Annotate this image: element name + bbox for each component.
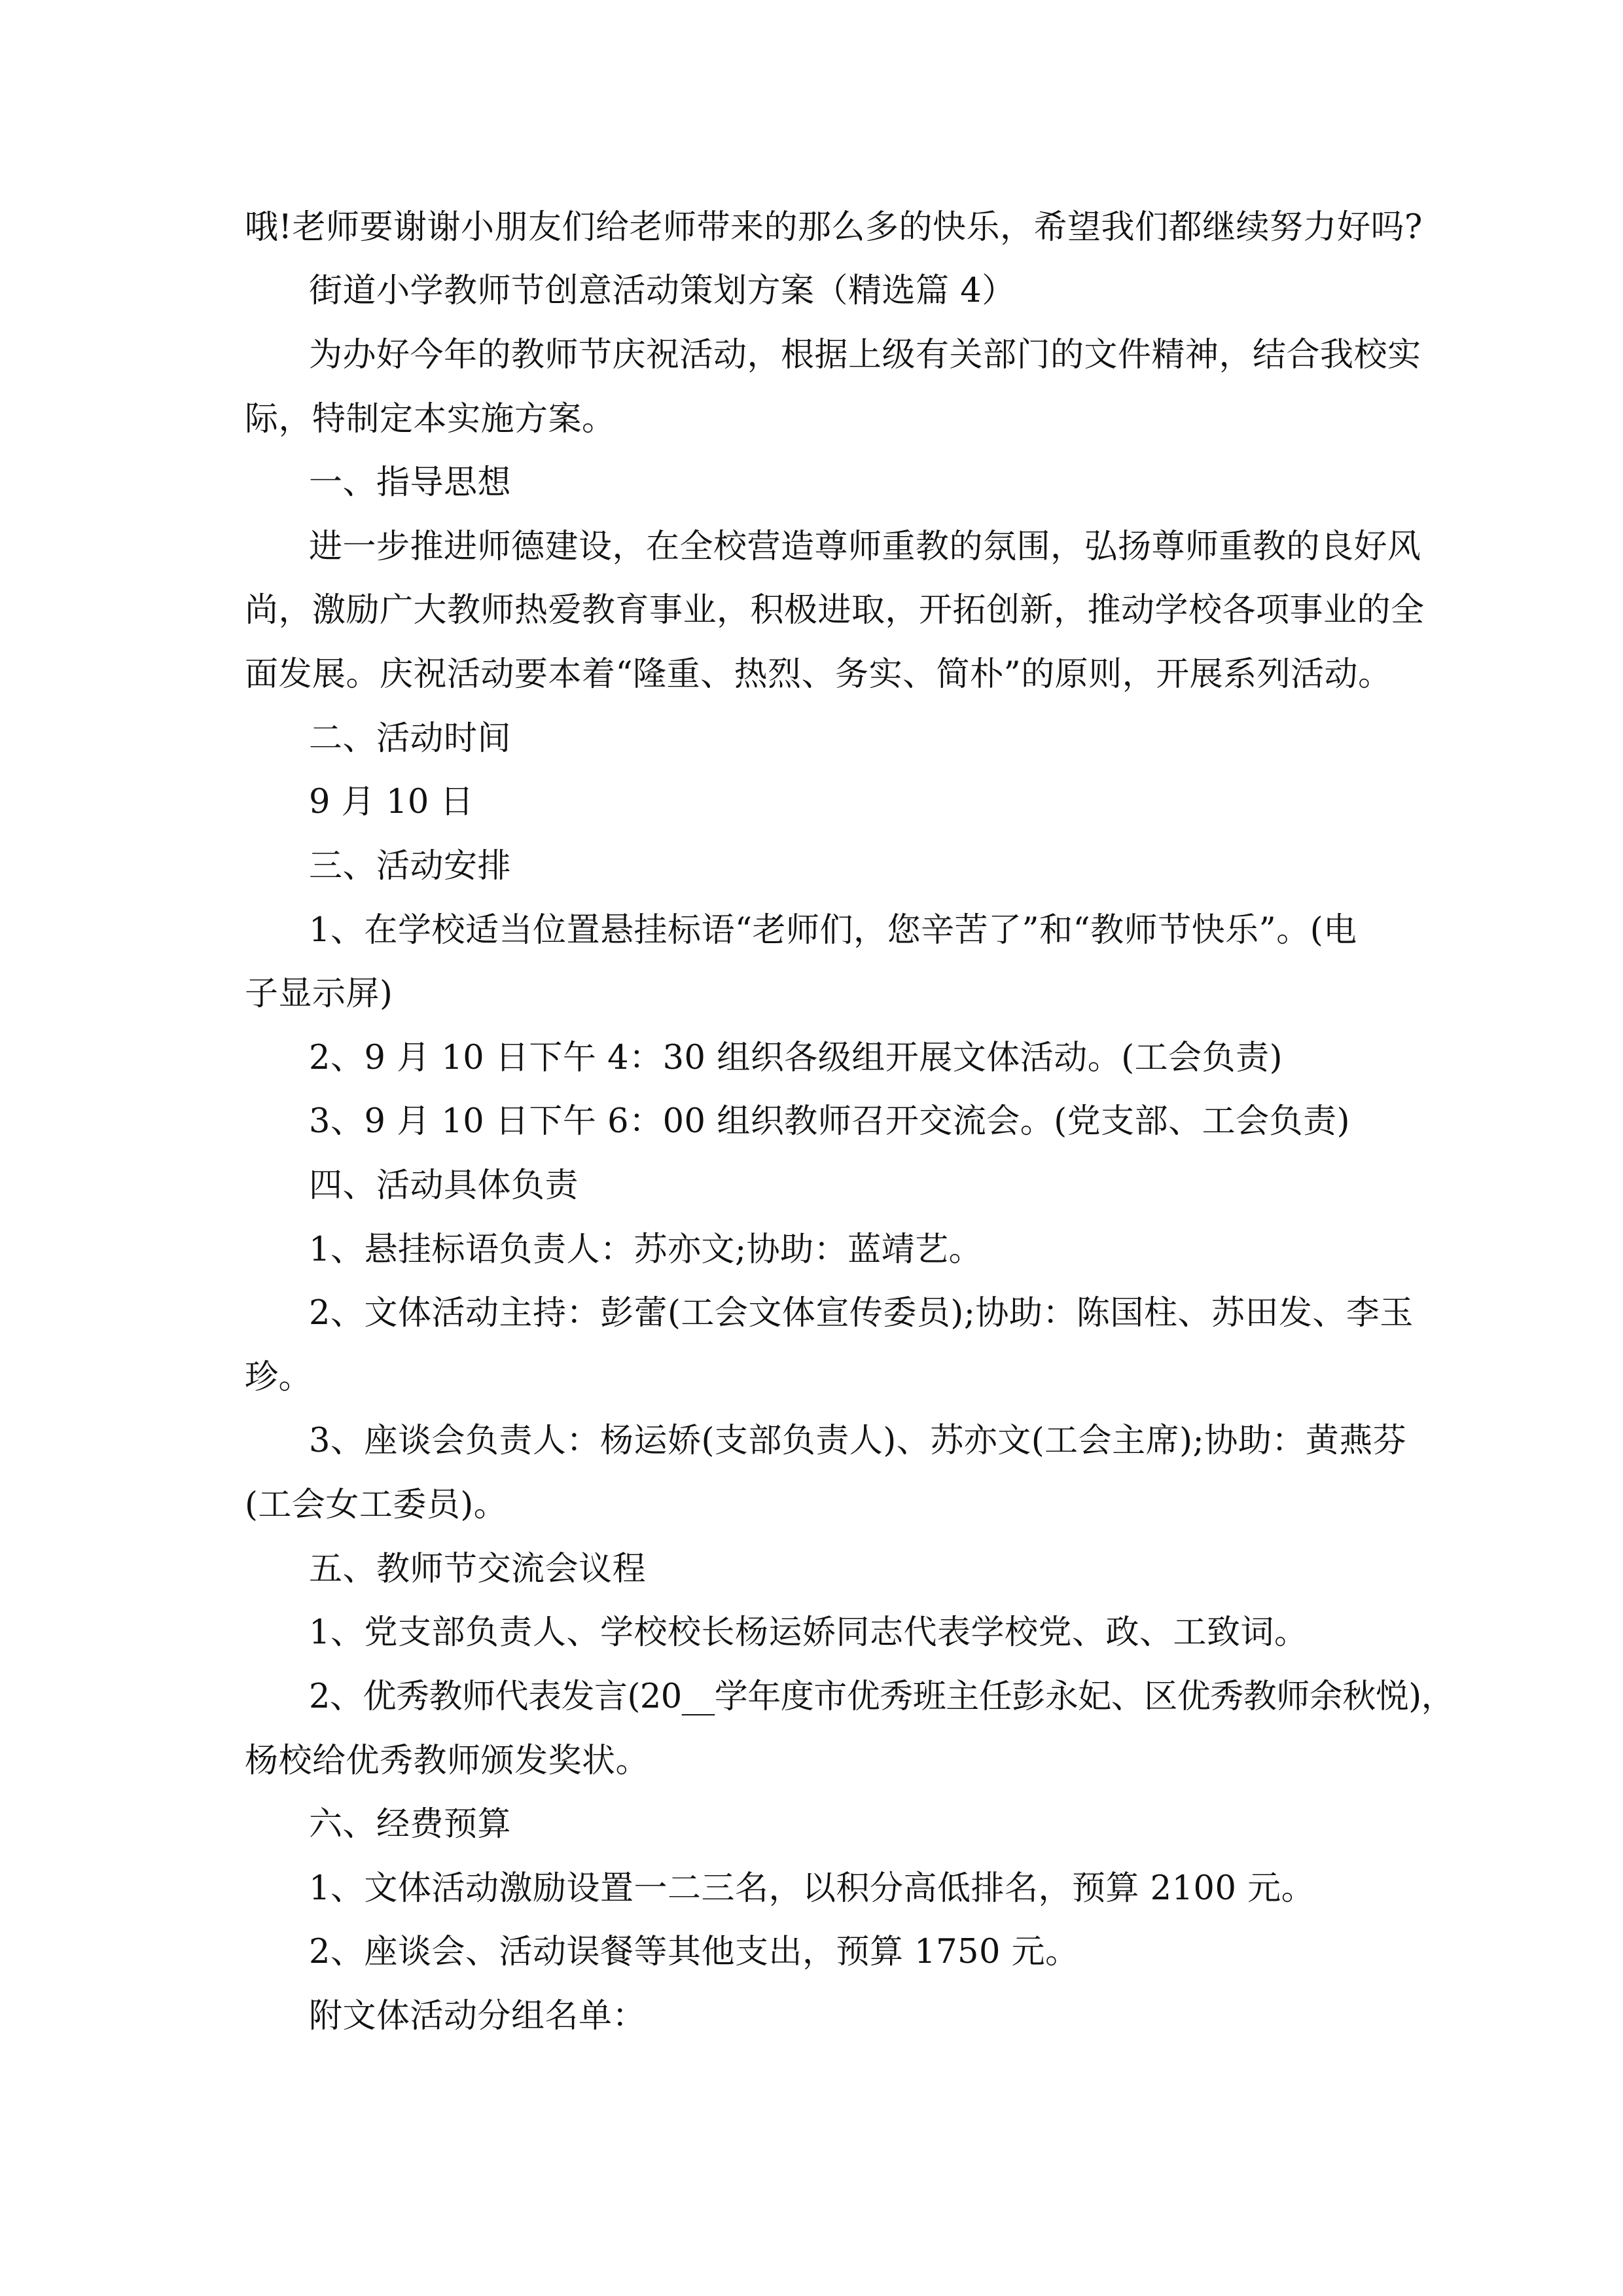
section-heading: 五、教师节交流会议程 — [309, 1550, 647, 1588]
text-line: 1、在学校适当位置悬挂标语“老师们，您辛苦了”和“教师节快乐”。(电 — [309, 911, 1357, 950]
text-line: 3、座谈会负责人：杨运娇(支部负责人)、苏亦文(工会主席);协助：黄燕芬 — [309, 1422, 1407, 1460]
text-line: 哦!老师要谢谢小朋友们给老师带来的那么多的快乐，希望我们都继续努力好吗? — [245, 208, 1423, 247]
text-line: 2、9 月 10 日下午 4：30 组织各级组开展文体活动。(工会负责) — [309, 1039, 1283, 1077]
text-line: 2、优秀教师代表发言(20__学年度市优秀班主任彭永妃、区优秀教师余秋悦)， — [309, 1677, 1455, 1716]
text-line: 9 月 10 日 — [309, 783, 474, 821]
text-line: 珍。 — [245, 1358, 313, 1397]
text-line: 面发展。庆祝活动要本着“隆重、热烈、务实、简朴”的原则，开展系列活动。 — [245, 655, 1392, 694]
text-line: (工会女工委员)。 — [245, 1486, 508, 1524]
text-line: 2、座谈会、活动误餐等其他支出，预算 1750 元。 — [309, 1933, 1079, 1971]
section-heading: 街道小学教师节创意活动策划方案（精选篇 4） — [309, 272, 1016, 310]
section-heading: 二、活动时间 — [309, 719, 512, 758]
text-line: 3、9 月 10 日下午 6：00 组织教师召开交流会。(党支部、工会负责) — [309, 1102, 1350, 1141]
section-heading: 六、经费预算 — [309, 1805, 512, 1844]
text-line: 际，特制定本实施方案。 — [245, 400, 616, 439]
text-line: 为办好今年的教师节庆祝活动，根据上级有关部门的文件精神，结合我校实 — [309, 336, 1421, 374]
text-line: 1、党支部负责人、学校校长杨运娇同志代表学校党、政、工致词。 — [309, 1613, 1308, 1652]
text-line: 附文体活动分组名单： — [309, 1997, 647, 2036]
text-line: 进一步推进师德建设，在全校营造尊师重教的氛围，弘扬尊师重教的良好风 — [309, 528, 1421, 566]
text-line: 子显示屏) — [245, 975, 393, 1013]
text-line: 杨校给优秀教师颁发奖状。 — [245, 1742, 650, 1780]
section-heading: 三、活动安排 — [309, 847, 512, 886]
text-line: 2、文体活动主持：彭蕾(工会文体宣传委员);协助：陈国柱、苏田发、李玉 — [309, 1294, 1414, 1333]
text-line: 1、文体活动激励设置一二三名，以积分高低排名，预算 2100 元。 — [309, 1869, 1315, 1908]
section-heading: 一、指导思想 — [309, 463, 512, 502]
section-heading: 四、活动具体负责 — [309, 1166, 579, 1205]
text-line: 尚，激励广大教师热爱教育事业，积极进取，开拓创新，推动学校各项事业的全 — [245, 591, 1425, 630]
text-line: 1、悬挂标语负责人：苏亦文;协助：蓝靖艺。 — [309, 1230, 983, 1269]
